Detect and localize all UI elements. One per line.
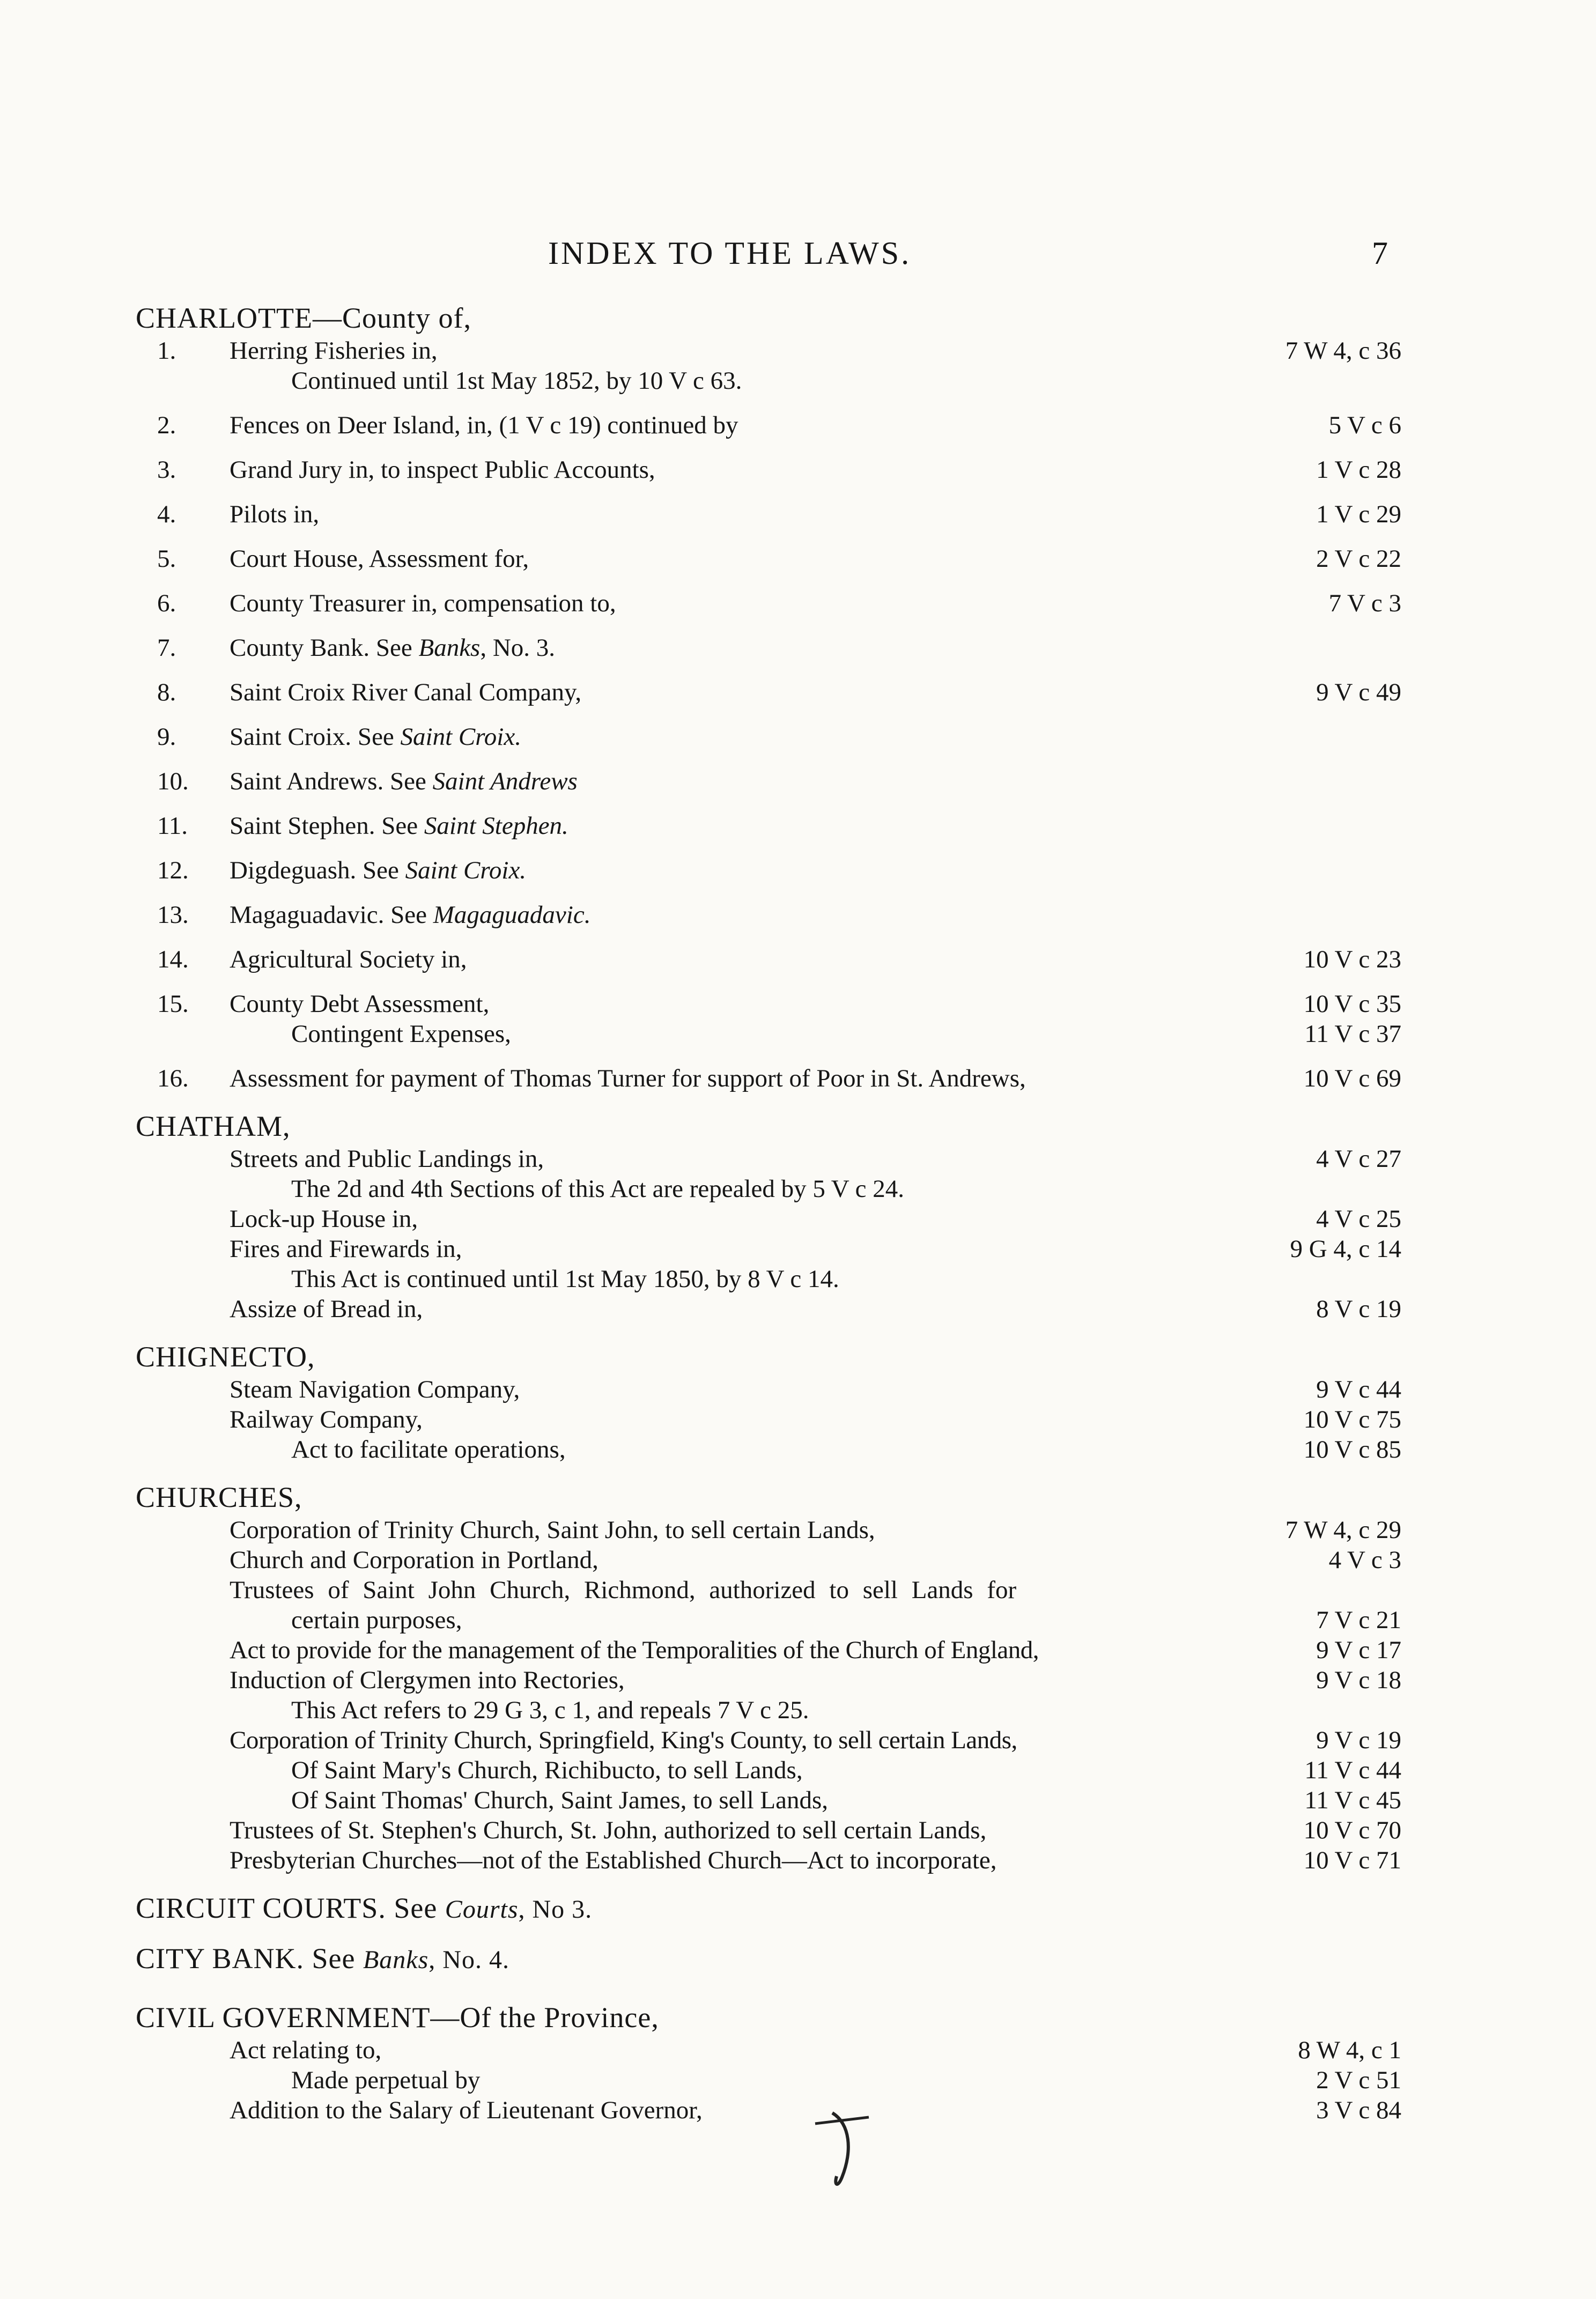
entry-text: Continued until 1st May 1852, by 10 V c 63. bbox=[291, 367, 742, 395]
section-civil-government bbox=[136, 2000, 1401, 2125]
index-entry bbox=[136, 1204, 1401, 1234]
entry-text: Steam Navigation Company, bbox=[230, 1376, 520, 1403]
index-entry bbox=[136, 410, 1401, 455]
heading-text-post: , No 3. bbox=[518, 1895, 593, 1924]
entry-ref: 2 V c 22 bbox=[1316, 545, 1401, 573]
entry-ref: 10 V c 69 bbox=[1303, 1065, 1401, 1092]
index-entry bbox=[136, 900, 1401, 944]
entry-text-pre: Digdeguash. See bbox=[230, 856, 405, 884]
index-entry bbox=[136, 336, 1401, 366]
index-entry bbox=[136, 1264, 1401, 1294]
entry-number: 11. bbox=[157, 812, 188, 840]
entry-number: 1. bbox=[157, 337, 176, 365]
entry-number: 4. bbox=[157, 500, 176, 528]
index-entry bbox=[136, 1515, 1401, 1545]
entry-text-pre: Magaguadavic. See bbox=[230, 901, 433, 929]
section-circuit-courts bbox=[136, 1890, 1401, 1926]
entry-ref: 4 V c 25 bbox=[1316, 1205, 1401, 1233]
index-entry bbox=[136, 1695, 1401, 1725]
entry-ref: 7 W 4, c 29 bbox=[1285, 1516, 1401, 1544]
entry-number: 16. bbox=[157, 1065, 189, 1092]
entry-text: Contingent Expenses, bbox=[291, 1020, 511, 1048]
entry-ref: 5 V c 6 bbox=[1328, 411, 1401, 439]
entry-ref: 9 V c 17 bbox=[1316, 1636, 1401, 1664]
index-entry bbox=[136, 1435, 1401, 1465]
index-entry bbox=[136, 677, 1401, 722]
entry-ref: 3 V c 84 bbox=[1316, 2096, 1401, 2124]
heading-text: CIRCUIT COURTS. See bbox=[136, 1892, 445, 1924]
index-entry bbox=[136, 1755, 1401, 1785]
entry-ref: 4 V c 3 bbox=[1328, 1546, 1401, 1574]
entry-number: 15. bbox=[157, 990, 189, 1018]
entry-number: 10. bbox=[157, 767, 189, 795]
entry-number: 5. bbox=[157, 545, 176, 573]
entry-text-post: , No. 3. bbox=[480, 634, 556, 662]
see-reference: Magaguadavic. bbox=[433, 901, 591, 929]
index-entry bbox=[136, 1063, 1401, 1093]
section-heading bbox=[136, 1941, 1401, 1976]
entry-number: 9. bbox=[157, 723, 176, 751]
entry-text: The 2d and 4th Sections of this Act are repealed by 5 V c 24. bbox=[291, 1175, 904, 1203]
heading-text: CITY BANK. See bbox=[136, 1942, 363, 1975]
entry-text: Act to facilitate operations, bbox=[291, 1436, 566, 1463]
index-entry bbox=[136, 633, 1401, 677]
page-title: INDEX TO THE LAWS. bbox=[548, 235, 912, 271]
section-heading: CIVIL GOVERNMENT—Of the Province, bbox=[136, 2001, 659, 2034]
entry-text: Fires and Firewards in, bbox=[230, 1235, 462, 1263]
index-entry bbox=[136, 1174, 1401, 1204]
entry-number: 8. bbox=[157, 678, 176, 706]
index-entry bbox=[136, 1665, 1401, 1695]
entry-ref: 10 V c 75 bbox=[1303, 1406, 1401, 1433]
entry-ref: 9 V c 44 bbox=[1316, 1376, 1401, 1403]
index-entry bbox=[136, 722, 1401, 766]
entry-text: Trustees of Saint John Church, Richmond, authorized to sell Lands for bbox=[230, 1576, 1017, 1604]
index-entry bbox=[136, 1605, 1401, 1635]
index-entry bbox=[136, 1635, 1401, 1665]
index-entry bbox=[136, 1815, 1401, 1845]
entry-text: County Treasurer in, compensation to, bbox=[230, 589, 616, 617]
see-reference: Saint Croix. bbox=[400, 723, 521, 751]
entry-text: Addition to the Salary of Lieutenant Governor, bbox=[230, 2096, 703, 2124]
entry-text bbox=[230, 633, 1224, 663]
entry-number: 13. bbox=[157, 901, 189, 929]
see-reference: Banks bbox=[418, 634, 481, 662]
section-heading: CHURCHES, bbox=[136, 1481, 302, 1513]
entry-text: Grand Jury in, to inspect Public Accounts, bbox=[230, 456, 655, 484]
entry-text: Corporation of Trinity Church, Saint John, to sell certain Lands, bbox=[230, 1516, 875, 1544]
entry-text: certain purposes, bbox=[291, 1606, 462, 1634]
section-charlotte bbox=[136, 300, 1401, 1093]
entry-ref: 9 V c 49 bbox=[1316, 678, 1401, 706]
entry-text bbox=[230, 900, 1224, 930]
index-entry bbox=[136, 1404, 1401, 1435]
entry-text-pre: Saint Croix. See bbox=[230, 723, 401, 751]
index-entry bbox=[136, 2065, 1401, 2095]
entry-ref: 1 V c 28 bbox=[1316, 456, 1401, 484]
entry-ref: 10 V c 70 bbox=[1303, 1816, 1401, 1844]
entry-text: Agricultural Society in, bbox=[230, 945, 467, 973]
heading-text-post: , No. 4. bbox=[428, 1946, 509, 1974]
entry-text bbox=[230, 855, 1224, 885]
index-entry bbox=[136, 1144, 1401, 1174]
index-entry bbox=[136, 1294, 1401, 1324]
entry-text: This Act refers to 29 G 3, c 1, and repeals 7 V c 25. bbox=[291, 1696, 809, 1724]
see-reference: Saint Andrews bbox=[432, 767, 578, 795]
entry-number: 7. bbox=[157, 634, 176, 662]
entry-ref: 11 V c 44 bbox=[1304, 1756, 1401, 1784]
entry-text: Act to provide for the management of the Temporalities of the Church of England, bbox=[230, 1636, 1039, 1664]
index-entry bbox=[136, 2095, 1401, 2125]
entry-text bbox=[230, 722, 1224, 752]
entry-text: Herring Fisheries in, bbox=[230, 337, 438, 365]
index-content bbox=[136, 300, 1401, 2140]
section-heading bbox=[136, 1890, 1401, 1926]
entry-ref: 7 V c 3 bbox=[1328, 589, 1401, 617]
entry-text: Made perpetual by bbox=[291, 2066, 481, 2094]
entry-text-pre: Saint Andrews. See bbox=[230, 767, 433, 795]
index-entry bbox=[136, 499, 1401, 544]
index-entry bbox=[136, 811, 1401, 855]
entry-ref: 10 V c 85 bbox=[1303, 1436, 1401, 1463]
entry-ref: 7 V c 21 bbox=[1316, 1606, 1401, 1634]
section-heading: CHARLOTTE—County of, bbox=[136, 302, 471, 334]
entry-text-pre: County Bank. See bbox=[230, 634, 419, 662]
entry-text: Saint Croix River Canal Company, bbox=[230, 678, 582, 706]
entry-ref: 7 W 4, c 36 bbox=[1285, 337, 1401, 365]
index-entry bbox=[136, 1845, 1401, 1875]
entry-text bbox=[230, 811, 1224, 841]
entry-ref: 8 V c 19 bbox=[1316, 1295, 1401, 1323]
entry-number: 14. bbox=[157, 945, 189, 973]
page-number: 7 bbox=[1372, 235, 1388, 271]
index-entry-continued bbox=[136, 1019, 1401, 1063]
entry-text: Of Saint Mary's Church, Richibucto, to sell Lands, bbox=[291, 1756, 803, 1784]
entry-ref: 9 V c 18 bbox=[1316, 1666, 1401, 1694]
entry-number: 3. bbox=[157, 456, 176, 484]
index-entry bbox=[136, 455, 1401, 499]
entry-number: 12. bbox=[157, 856, 189, 884]
entry-text: Presbyterian Churches—not of the Established Church—Act to incorporate, bbox=[230, 1846, 997, 1874]
entry-text-pre: Saint Stephen. See bbox=[230, 812, 424, 840]
index-entry-continued bbox=[136, 366, 1401, 410]
see-reference: Banks bbox=[363, 1946, 429, 1974]
entry-ref: 8 W 4, c 1 bbox=[1298, 2036, 1401, 2064]
index-entry bbox=[136, 1234, 1401, 1264]
index-entry bbox=[136, 1725, 1401, 1755]
index-entry bbox=[136, 588, 1401, 633]
entry-ref: 9 G 4, c 14 bbox=[1290, 1235, 1401, 1263]
entry-text: Assize of Bread in, bbox=[230, 1295, 423, 1323]
entry-ref: 10 V c 23 bbox=[1303, 945, 1401, 973]
entry-text: Fences on Deer Island, in, (1 V c 19) continued by bbox=[230, 411, 738, 439]
entry-text: Streets and Public Landings in, bbox=[230, 1145, 544, 1173]
entry-ref: 1 V c 29 bbox=[1316, 500, 1401, 528]
entry-text: Assessment for payment of Thomas Turner for support of Poor in St. Andrews, bbox=[230, 1065, 1026, 1092]
entry-text: Railway Company, bbox=[230, 1406, 423, 1433]
entry-text bbox=[230, 766, 1224, 796]
entry-ref: 9 V c 19 bbox=[1316, 1726, 1401, 1754]
entry-text: Lock-up House in, bbox=[230, 1205, 418, 1233]
section-chatham bbox=[136, 1108, 1401, 1324]
entry-text: Corporation of Trinity Church, Springfield, King's County, to sell certain Lands, bbox=[230, 1726, 1017, 1754]
entry-text: County Debt Assessment, bbox=[230, 990, 490, 1018]
see-reference: Saint Stephen. bbox=[424, 812, 568, 840]
section-heading: CHIGNECTO, bbox=[136, 1341, 315, 1373]
entry-text: Trustees of St. Stephen's Church, St. John, authorized to sell certain Lands, bbox=[230, 1816, 987, 1844]
entry-ref: 4 V c 27 bbox=[1316, 1145, 1401, 1173]
see-reference: Saint Croix. bbox=[405, 856, 527, 884]
section-heading: CHATHAM, bbox=[136, 1110, 291, 1142]
see-reference: Courts bbox=[445, 1895, 519, 1924]
entry-ref: 2 V c 51 bbox=[1316, 2066, 1401, 2094]
entry-ref: 11 V c 45 bbox=[1304, 1786, 1401, 1814]
entry-number: 6. bbox=[157, 589, 176, 617]
entry-ref: 10 V c 35 bbox=[1303, 990, 1401, 1018]
index-entry bbox=[136, 944, 1401, 989]
index-entry bbox=[136, 2035, 1401, 2065]
entry-number: 2. bbox=[157, 411, 176, 439]
section-chignecto bbox=[136, 1339, 1401, 1465]
entry-ref: 11 V c 37 bbox=[1304, 1020, 1401, 1048]
index-entry bbox=[136, 1374, 1401, 1404]
index-entry bbox=[136, 1575, 1401, 1605]
section-churches bbox=[136, 1480, 1401, 1875]
entry-text: Induction of Clergymen into Rectories, bbox=[230, 1666, 625, 1694]
index-entry bbox=[136, 1545, 1401, 1575]
entry-text: Act relating to, bbox=[230, 2036, 382, 2064]
entry-text: Pilots in, bbox=[230, 500, 320, 528]
index-entry bbox=[136, 544, 1401, 588]
index-entry bbox=[136, 855, 1401, 900]
entry-text: Of Saint Thomas' Church, Saint James, to sell Lands, bbox=[291, 1786, 829, 1814]
entry-ref: 10 V c 71 bbox=[1303, 1846, 1401, 1874]
page-header bbox=[0, 235, 1596, 278]
index-entry bbox=[136, 1785, 1401, 1815]
index-entry bbox=[136, 766, 1401, 811]
index-entry bbox=[136, 989, 1401, 1019]
entry-text: This Act is continued until 1st May 1850, by 8 V c 14. bbox=[291, 1265, 839, 1293]
section-city-bank bbox=[136, 1941, 1401, 1976]
entry-text: Court House, Assessment for, bbox=[230, 545, 529, 573]
entry-text: Church and Corporation in Portland, bbox=[230, 1546, 598, 1574]
